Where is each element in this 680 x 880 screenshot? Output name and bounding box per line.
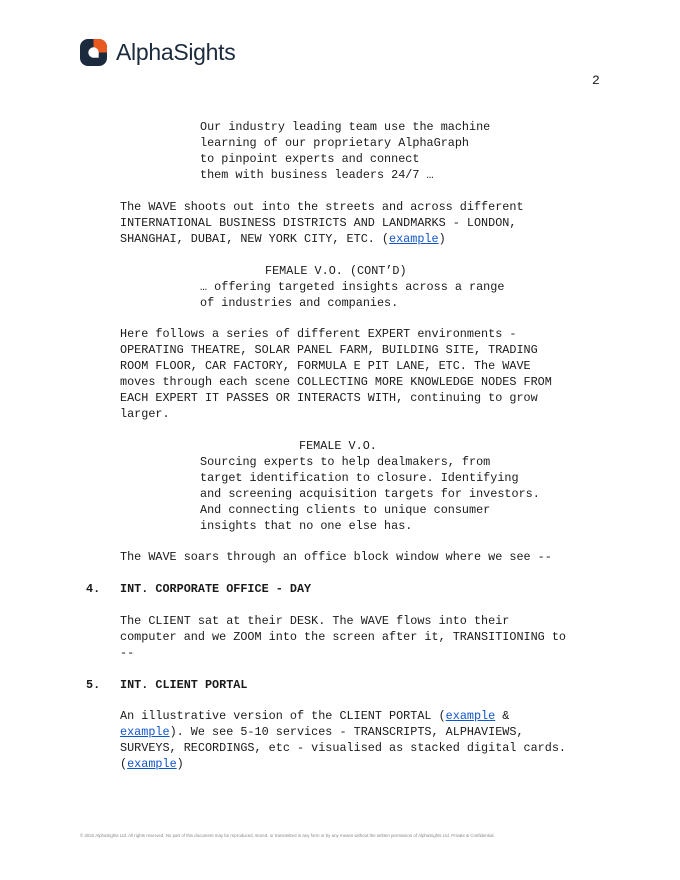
page-number: 2: [592, 73, 600, 88]
scene-number: 4.: [86, 582, 101, 596]
action-line: The WAVE shoots out into the streets and across different: [120, 200, 524, 214]
dialogue-line: to pinpoint experts and connect: [200, 152, 420, 166]
action-text: SHANGHAI, DUBAI, NEW YORK CITY, ETC. (: [120, 232, 390, 246]
action-line: The WAVE soars through an office block window where we see --: [120, 550, 552, 564]
dialogue-line: of industries and companies.: [200, 296, 399, 310]
example-link[interactable]: example: [120, 725, 170, 739]
action-text: ): [176, 757, 184, 771]
character-name: FEMALE V.O. (CONT’D): [265, 264, 407, 278]
action-line: ROOM FLOOR, CAR FACTORY, FORMULA E PIT LANE, ETC. The WAVE: [120, 359, 531, 373]
action-text: ): [438, 232, 446, 246]
dialogue-line: Our industry leading team use the machine: [200, 120, 491, 134]
dialogue-line: learning of our proprietary AlphaGraph: [200, 136, 470, 150]
scene-heading: INT. CORPORATE OFFICE - DAY: [120, 582, 312, 596]
alphasights-logo-icon: [80, 39, 107, 66]
action-text: ). We see 5-10 services - TRANSCRIPTS, ALPHAVIEWS,: [169, 725, 524, 739]
action-line: The CLIENT sat at their DESK. The WAVE flows into their: [120, 614, 510, 628]
example-link[interactable]: example: [127, 757, 177, 771]
brand-name: AlphaSights: [116, 38, 236, 65]
example-link[interactable]: example: [445, 709, 496, 723]
action-line: larger.: [120, 407, 170, 421]
action-text: (: [120, 757, 128, 771]
action-line: [120, 708, 509, 724]
dialogue-line: And connecting clients to unique consumer: [200, 503, 491, 517]
action-line: moves through each scene COLLECTING MORE KNOWLEDGE NODES FROM: [120, 375, 552, 389]
action-line: [120, 724, 524, 740]
action-line: Here follows a series of different EXPERT environments -: [120, 327, 517, 341]
alphasights-logo: [80, 38, 235, 66]
dialogue-line: … offering targeted insights across a range: [200, 280, 505, 294]
action-line: OPERATING THEATRE, SOLAR PANEL FARM, BUILDING SITE, TRADING: [120, 343, 538, 357]
action-line: --: [120, 646, 135, 660]
example-link[interactable]: example: [389, 232, 439, 246]
dialogue-line: insights that no one else has.: [200, 519, 413, 533]
scene-number: 5.: [86, 678, 101, 692]
character-name: FEMALE V.O.: [299, 439, 377, 453]
action-text: &: [495, 709, 510, 723]
dialogue-line: target identification to closure. Identifying: [200, 471, 519, 485]
action-line: INTERNATIONAL BUSINESS DISTRICTS AND LANDMARKS - LONDON,: [120, 216, 517, 230]
dialogue-line: Sourcing experts to help dealmakers, from: [200, 455, 491, 469]
action-line: [120, 231, 446, 247]
dialogue-line: and screening acquisition targets for investors.: [200, 487, 540, 501]
scene-heading: INT. CLIENT PORTAL: [120, 678, 248, 692]
action-text: An illustrative version of the CLIENT PORTAL (: [120, 709, 446, 723]
action-line: SURVEYS, RECORDINGS, etc - visualised as stacked digital cards.: [120, 741, 566, 755]
action-line: computer and we ZOOM into the screen after it, TRANSITIONING to: [120, 630, 566, 644]
copyright-footer: © 2022 AlphaSights Ltd. All rights reserved. No part of this document may be reproduced, stored, or transmitted in any form or by any means without the written permission of AlphaSights Ltd. Private & Confidential.: [80, 833, 495, 838]
dialogue-line: them with business leaders 24/7 …: [200, 168, 434, 182]
action-line: EACH EXPERT IT PASSES OR INTERACTS WITH, continuing to grow: [120, 391, 538, 405]
action-line: [120, 756, 184, 772]
